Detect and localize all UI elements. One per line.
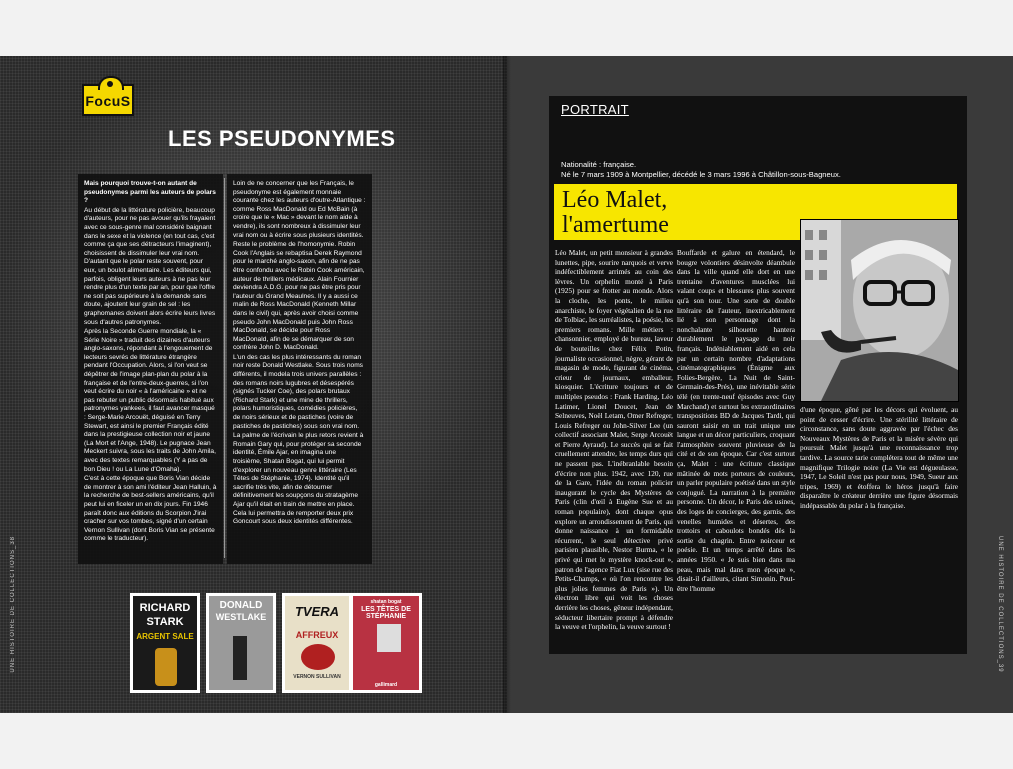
portrait-panel (549, 96, 967, 654)
cover-text: AFFREUX (295, 630, 339, 640)
article-column-2 (227, 174, 372, 564)
section-label: PORTRAIT (561, 102, 629, 117)
title-line: l'amertume (562, 212, 669, 238)
page-folio-right: UNE HISTOIRE DE COLLECTIONS_39 (997, 536, 1003, 673)
figure-illustration (301, 644, 335, 670)
page-gutter (503, 56, 511, 713)
dates-text: Né le 7 mars 1909 à Montpellier, décédé le 3 mars 1996 à Châtillon-sous-Bagneux. (561, 170, 841, 179)
paragraph: Bouffarde et galure en étendard, le bougre volontiers désinvolte déambule dans la ville quand elle dort en une trentaine d'aventures musclées lui valant coups et blessures plus souvent qu'à son tour. Une sorte de double littéraire de l'auteur, inextricablement lié à son personnage dont la nonchalante silhouette hantera durablement le paysage du noir français. Indéniablement aidé en cela par un certain nombre d'adaptations cinématographiques (Énigme aux Folies-Bergère, La Nuit de Saint-Germain-des-Prés), une inévitable série télé (en trente-neuf épisodes avec Guy Marchand) et surtout les extraordinaires transpositions BD de Jacques Tardi, qui sauront saisir en un trait unique une langue et un décor particuliers, croquant l'atmosphère souvent pluvieuse de la cité et de son époque. Car c'est surtout ça, Malet : une écriture classique mâtinée de mots porteurs de couleurs, un parler populaire poétisé dans un style conjugué. La narration à la première personne. Un décor, le Paris des usines, des loges de concierges, des garnis, des venelles humides et désertes, des trottoirs et caboulots bondés dès la sortie du chagrin. Entre noirceur et poésie. Et un temps arrêté dans les années 1950. « Je suis bien dans ma peau, mais mal dans mon époque », disait-il d'ailleurs, citant Simonin. Peut-être l'homme (677, 248, 795, 593)
book-cover-richard-stark (130, 593, 200, 693)
photo-illustration (377, 624, 401, 652)
paragraph: Au début de la littérature policière, beaucoup d'auteurs, pour ne pas avouer qu'ils frayaient avec ce sous-genre mal considéré baignant dans le sexe et la violence (en tout cas, c'est comme ça que ses détracteurs l'imaginent), choisissent de dissimuler leur vrai nom. D'autant que le polar reste souvent, pour eux, un boulot alimentaire. Les éditeurs qui, parfois, obligent leurs auteurs à ne pas leur rendre plus d'un texte par an, pour que l'offre ne soit pas supérieure à la demande sans doute, ajoutent leur grain de sel : les graphomanes doivent alors écrire leurs livres sous d'autres patronymes. (84, 206, 216, 326)
title-line: Léo Malet, (562, 187, 668, 213)
cover-text: DONALD (219, 600, 263, 611)
book-cover-shatan-bogat (350, 593, 422, 693)
article-column-1 (78, 174, 223, 564)
cover-text: WESTLAKE (215, 612, 267, 622)
paragraph: Reste le problème de l'homonymie. Robin Cook l'Anglais se rebaptisa Derek Raymond pour le marché anglo-saxon, afin de ne pas être confondu avec le Robin Cook américain, auteur de thrillers médicaux. Alain Fournier deviendra A.D.G. pour ne pas être pris pour l'auteur du Grand Meaulnes. Il y a aussi ce malin de Ross MacDonald (Kenneth Millar dans le civil) qui, après avoir choisi comme pseudo John MacDonald puis John Ross MacDonald, se décide pour Ross MacDonald, afin de se démarquer de son confrère John D. MacDonald. (233, 241, 365, 352)
page-folio-left: UNE HISTOIRE DE COLLECTIONS_38 (10, 536, 16, 673)
cover-text: RICHARD (139, 602, 191, 614)
focus-logo-text: FocuS (85, 93, 131, 109)
cover-text: TVERA (294, 604, 340, 619)
cover-text: STARK (146, 616, 184, 628)
body-column-3 (800, 405, 958, 648)
article-title (562, 188, 792, 238)
paragraph: L'un des cas les plus intéressants du roman noir reste Donald Westlake. Sous trois noms différents, il modela trois univers parallèles : des romans noirs lugubres et désespérés (signés Tucker Coe), des polars brutaux (Richard Stark) et une mine de thrillers, polars humoristiques, comédies policières, de noirs sérieux et de pastiches (voire de pastiches de pastiches) sous son vrai nom. (233, 353, 363, 430)
cover-text: ARGENT SALE (136, 632, 194, 641)
paragraph: La palme de l'écrivain le plus retors revient à Romain Gary qui, pour protéger sa seconde identité, Émile Ajar, en imagina une troisième, Shatan Bogat, qui lui permit d'explorer un nouveau genre littéraire (Les Têtes de Stéphanie, 1974). Identité qu'il sacrifie très vite, afin de détourner définitivement les soupçons du stratagème Ajar qu'il était en train de mettre en place. Cela lui permettra de remporter deux prix Goncourt sous deux identités différentes. (233, 432, 364, 526)
right-page (507, 56, 1013, 713)
cover-text: LES TÊTES DE STÉPHANIE (361, 606, 411, 620)
book-cover-donald-westlake (206, 593, 276, 693)
figure-illustration (155, 648, 177, 686)
body-column-2 (677, 248, 795, 648)
eye-icon (98, 76, 124, 90)
body-column-1 (555, 248, 673, 648)
author-portrait-image (801, 220, 958, 401)
paragraph: Après la Seconde Guerre mondiale, la « Série Noire » traduit des dizaines d'auteurs anglo-saxons, répondant à l'engouement de lecteurs sevrés de littérature étrangère pendant l'Occupation. Alors, si l'on veut se dépêtrer de l'image plan-plan du polar à la française et de l'entre-deux-guerres, si l'on veut écrire du noir « à l'américaine » et ne pas rebuter un public désormais habitué aux patronymes yankees, il faut avancer masqué : Serge-Marie Arcouët, déguisé en Terry Stewart, est ainsi le premier Français édité dans la prestigieuse collection noir et jaune (La Mort et l'Ange, 1948). Le pugnace Jean Meckert suivra, sous les traits de John Amila, avec des textes remarquables (Y a pas de bon Dieu ! ou La Lune d'Omaha). (84, 328, 216, 473)
book-cover-vernon-sullivan (282, 593, 352, 693)
paragraph: C'est à cette époque que Boris Vian décide de montrer à son ami l'éditeur Jean Halluin, à la recherche de best-sellers américains, qu'il peut lui en ficeler un en dix jours. Fin 1946 paraît donc aux éditions du Scorpion J'irai cracher sur vos tombes, signé d'un certain Vernon Sullivan (dont Boris Vian se présente comme le traducteur). (84, 475, 217, 543)
biography-facts (561, 160, 961, 180)
cover-text: shatan bogat (370, 599, 402, 605)
paragraph: Loin de ne concerner que les Français, le pseudonyme est également monnaie courante chez les auteurs d'outre-Atlantique : comme Ross MacDonald ou Ed McBain (à croire que le « Mac » devant le nom aide à vendre), ils sont nombreux à dissimuler leur vrai nom ou à écrire sous plusieurs identités. (233, 180, 366, 239)
focus-title: LES PSEUDONYMES (168, 126, 396, 151)
magazine-spread (0, 56, 1013, 713)
cover-text: VERNON SULLIVAN (293, 674, 341, 680)
figure-illustration (233, 636, 247, 680)
nationality-text: Nationalité : française. (561, 160, 637, 169)
intro-question: Mais pourquoi trouve-t-on autant de pseudonymes parmi les auteurs de polars ? (84, 180, 216, 205)
author-photo (800, 219, 959, 402)
cover-text: gallimard (374, 682, 398, 688)
focus-logo (82, 84, 134, 116)
paragraph: Léo Malet, un petit monsieur à grandes lunettes, pipe, sourire narquois et verve indéfectiblement arrimés au coin des lèvres. Un orphelin monté à Paris (1925) pour se frotter au monde. Alors la cloche, les ponts, le milieu anarchiste, le foyer végétalien de la rue de Tolbiac, les surréalistes, la poésie, les premiers romans. Mille métiers : chansonnier, employé de bureau, laveur de bouteilles chez Félix Potin, journaliste occasionnel, nègre, gérant de magasin de mode, figurant de cinéma, crieur de journaux, emballeur, kiosquier. L'écriture toujours et de multiples pseudos : Frank Harding, Léo Latimer, Lionel Doucet, Jean de Selneuves, Noël Letam, Omer Refreger, Louis Refreger ou John-Silver Lee (un collectif associant Malet, Serge Arcouët et Pierre Ayraud). Le succès qui se fait cruellement attendre, les temps durs qui ne passent pas. L'inébranlable besoin d'écrire non plus. 1942, avec 120, rue de la Gare, l'idée du roman policier inaugurant le cycle des Mystères de Paris (clin d'œil à Eugène Sue et au roman populaire), dont chaque opus explore un arrondissement de Paris, qui donne naissance à un formidable récurrent, le seul détective privé parisien plausible, Nestor Burma, « le privé qui met le mystère knock-out », patron de l'agence Fiat Lux (sise rue des Petits-Champs, « où l'on rencontre les plus jolies femmes de Paris »). Un électron libre qui voit les choses derrière les choses, gêneur indépendant, séducteur libertaire prompt à défendre la veuve et l'orphelin, la veuve surtout ! (555, 248, 673, 632)
left-page (0, 56, 507, 713)
paragraph: d'une époque, gêné par les décors qui évoluent, au point de cesser d'écrire. Une stérilité littéraire de circonstance, sans doute aggravée par l'échec des Nouveaux Mystères de Paris et la misère sévère qui poursuit Malet jusqu'à une reconnaissance trop tardive. La source tarie complétera tout de même une magnifique Trilogie noire (La Vie est dégueulasse, 1947, Le Soleil n'est pas pour nous, 1949, Sueur aux tripes, 1969) et étoffera le héros jusqu'à faire disparaître le créateur derrière une figure désormais indépassable du polar à la française. (800, 405, 958, 510)
column-divider (224, 178, 225, 558)
